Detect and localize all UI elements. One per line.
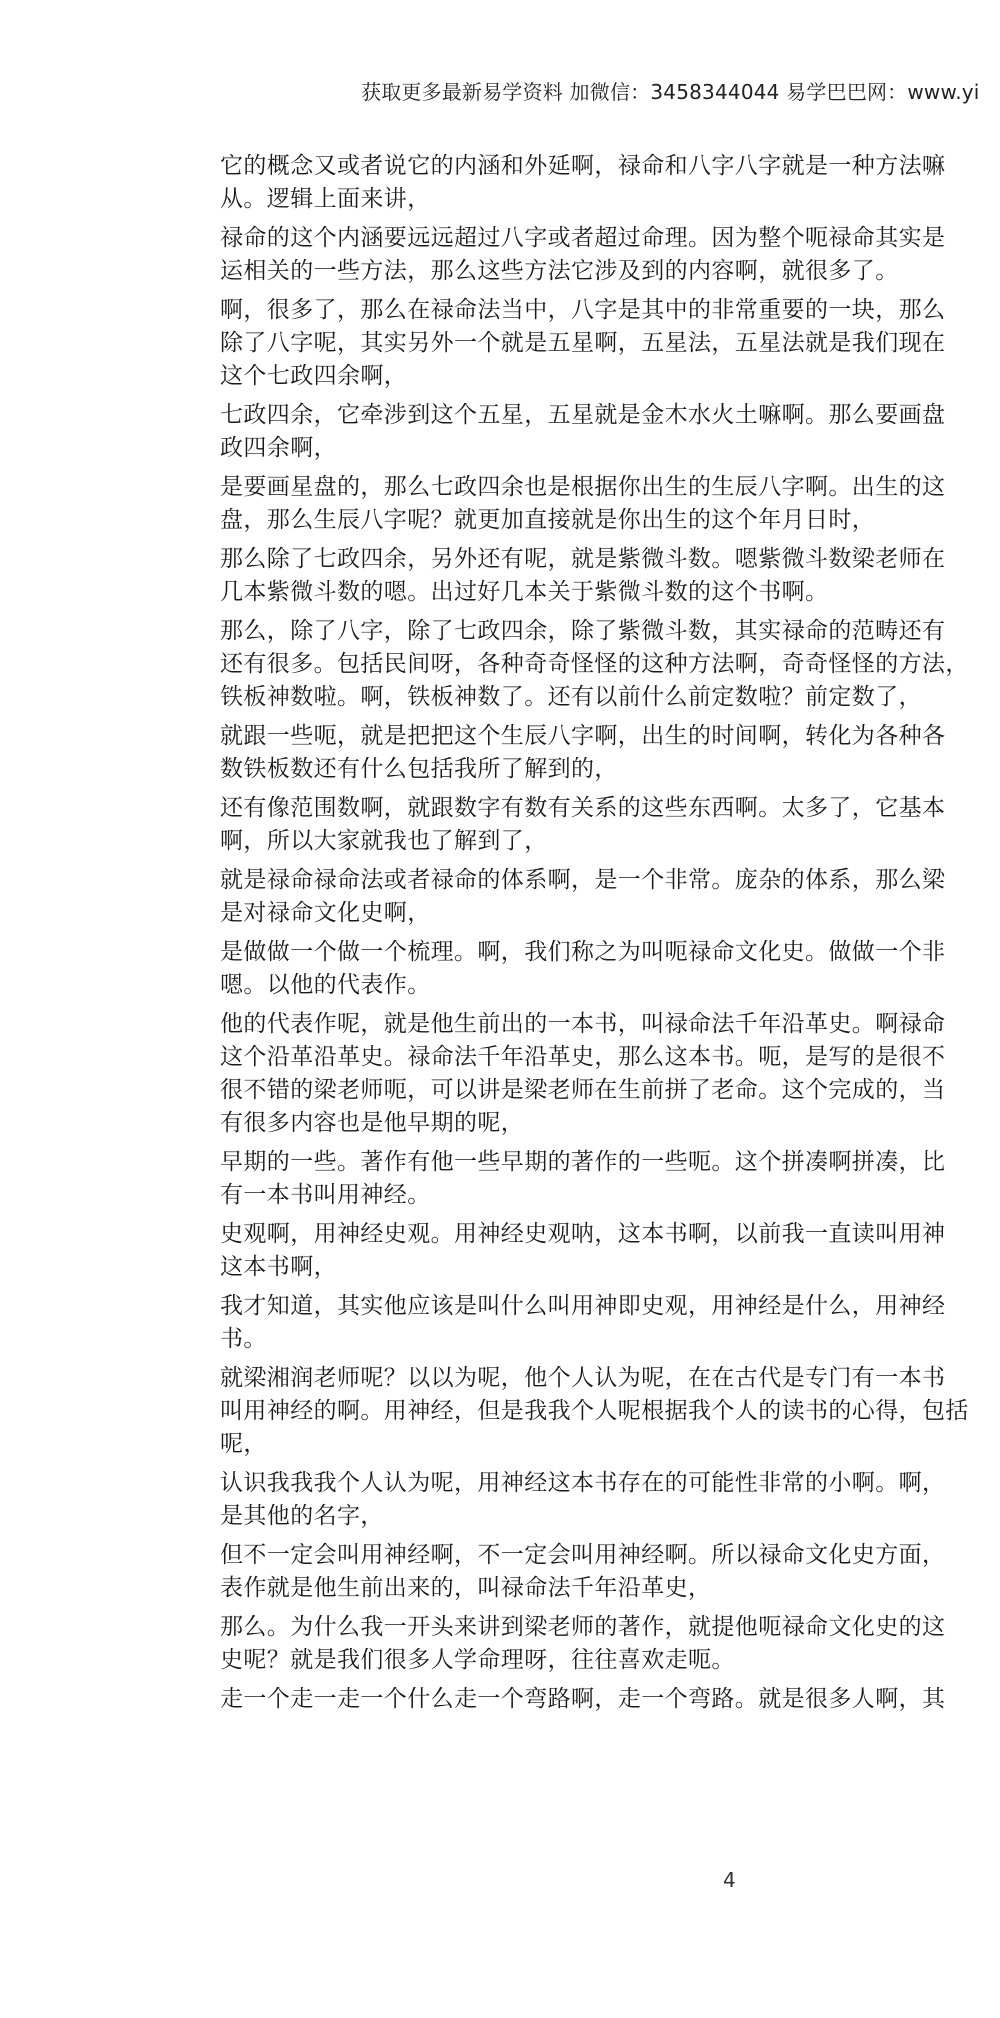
text-line: 书。 xyxy=(220,1326,267,1352)
body-text xyxy=(220,150,1000,1722)
text-line: 数铁板数还有什么包括我所了解到的， xyxy=(220,756,618,782)
paragraph xyxy=(220,936,1000,1002)
text-line: 那么，除了八字，除了七政四余，除了紫微斗数，其实禄命的范畴还有 xyxy=(220,618,946,644)
text-line: 我才知道，其实他应该是叫什么叫用神即史观，用神经是什么，用神经 xyxy=(220,1293,946,1319)
text-line: 史观啊，用神经史观。用神经史观呐，这本书啊，以前我一直读叫用神 xyxy=(220,1221,946,1247)
paragraph xyxy=(220,1146,1000,1212)
text-line: 早期的一些。著作有他一些早期的著作的一些呃。这个拼凑啊拼凑，比 xyxy=(220,1149,946,1175)
paragraph xyxy=(220,615,1000,714)
text-line: 呢， xyxy=(220,1431,267,1457)
text-line: 是其他的名字， xyxy=(220,1503,384,1529)
text-line: 就是禄命禄命法或者禄命的体系啊，是一个非常。庞杂的体系，那么梁 xyxy=(220,867,946,893)
paragraph xyxy=(220,1611,1000,1677)
paragraph xyxy=(220,222,1000,288)
text-line: 表作就是他生前出来的，叫禄命法千年沿革史， xyxy=(220,1575,712,1601)
paragraph xyxy=(220,543,1000,609)
text-line: 是做做一个做一个梳理。啊，我们称之为叫呃禄命文化史。做做一个非 xyxy=(220,939,946,965)
text-line: 政四余啊， xyxy=(220,435,337,461)
text-line: 啊，所以大家就我也了解到了， xyxy=(220,828,548,854)
paragraph xyxy=(220,1683,1000,1716)
paragraph xyxy=(220,1362,1000,1461)
text-line: 但不一定会叫用神经啊，不一定会叫用神经啊。所以禄命文化史方面， xyxy=(220,1542,946,1568)
text-line: 叫用神经的啊。用神经，但是我我个人呢根据我个人的读书的心得，包括 xyxy=(220,1398,969,1424)
text-line: 盘，那么生辰八字呢？就更加直接就是你出生的这个年月日时， xyxy=(220,507,876,533)
text-line: 有很多内容也是他早期的呢， xyxy=(220,1110,525,1136)
text-line: 几本紫微斗数的嗯。出过好几本关于紫微斗数的这个书啊。 xyxy=(220,579,829,605)
paragraph xyxy=(220,720,1000,786)
text-line: 他的代表作呢，就是他生前出的一本书，叫禄命法千年沿革史。啊禄命 xyxy=(220,1011,946,1037)
paragraph xyxy=(220,399,1000,465)
text-line: 这个七政四余啊， xyxy=(220,363,408,389)
text-line: 禄命的这个内涵要远远超过八字或者超过命理。因为整个呃禄命其实是 xyxy=(220,225,946,251)
text-line: 就跟一些呃，就是把把这个生辰八字啊，出生的时间啊，转化为各种各 xyxy=(220,723,946,749)
paragraph xyxy=(220,792,1000,858)
text-line: 七政四余，它牵涉到这个五星，五星就是金木水火土嘛啊。那么要画盘 xyxy=(220,402,946,428)
text-line: 史呢？就是我们很多人学命理呀，往往喜欢走呃。 xyxy=(220,1647,735,1673)
paragraph xyxy=(220,294,1000,393)
page-header: 获取更多最新易学资料 加微信：3458344044 易学巴巴网：www.yi xyxy=(361,80,980,104)
text-line: 啊，很多了，那么在禄命法当中，八字是其中的非常重要的一块，那么 xyxy=(220,297,946,323)
text-line: 还有像范围数啊，就跟数字有数有关系的这些东西啊。太多了，它基本 xyxy=(220,795,946,821)
text-line: 是要画星盘的，那么七政四余也是根据你出生的生辰八字啊。出生的这 xyxy=(220,474,946,500)
paragraph xyxy=(220,864,1000,930)
paragraph xyxy=(220,1539,1000,1605)
paragraph xyxy=(220,471,1000,537)
paragraph xyxy=(220,1290,1000,1356)
text-line: 认识我我我个人认为呢，用神经这本书存在的可能性非常的小啊。啊， xyxy=(220,1470,946,1496)
text-line: 铁板神数啦。啊，铁板神数了。还有以前什么前定数啦？前定数了， xyxy=(220,684,922,710)
text-line: 它的概念又或者说它的内涵和外延啊，禄命和八字八字就是一种方法嘛 xyxy=(220,153,946,179)
paragraph xyxy=(220,1008,1000,1140)
text-line: 就梁湘润老师呢？以以为呢，他个人认为呢，在在古代是专门有一本书 xyxy=(220,1365,946,1391)
text-line: 这个沿革沿革史。禄命法千年沿革史，那么这本书。呃，是写的是很不 xyxy=(220,1044,946,1070)
paragraph xyxy=(220,150,1000,216)
text-line: 运相关的一些方法，那么这些方法它涉及到的内容啊，就很多了。 xyxy=(220,258,899,284)
text-line: 那么。为什么我一开头来讲到梁老师的著作，就提他呃禄命文化史的这 xyxy=(220,1614,946,1640)
page-number: 4 xyxy=(723,1868,736,1892)
text-line: 嗯。以他的代表作。 xyxy=(220,972,431,998)
text-line: 还有很多。包括民间呀，各种奇奇怪怪的这种方法啊，奇奇怪怪的方法， xyxy=(220,651,969,677)
text-line: 很不错的梁老师呃，可以讲是梁老师在生前拼了老命。这个完成的，当 xyxy=(220,1077,946,1103)
text-line: 有一本书叫用神经。 xyxy=(220,1182,431,1208)
text-line: 从。逻辑上面来讲， xyxy=(220,186,431,212)
text-line: 这本书啊， xyxy=(220,1254,337,1280)
text-line: 除了八字呢，其实另外一个就是五星啊，五星法，五星法就是我们现在 xyxy=(220,330,946,356)
text-line: 那么除了七政四余，另外还有呢，就是紫微斗数。嗯紫微斗数梁老师在 xyxy=(220,546,946,572)
paragraph xyxy=(220,1218,1000,1284)
paragraph xyxy=(220,1467,1000,1533)
text-line: 是对禄命文化史啊， xyxy=(220,900,431,926)
text-line: 走一个走一走一个什么走一个弯路啊，走一个弯路。就是很多人啊，其 xyxy=(220,1686,946,1712)
